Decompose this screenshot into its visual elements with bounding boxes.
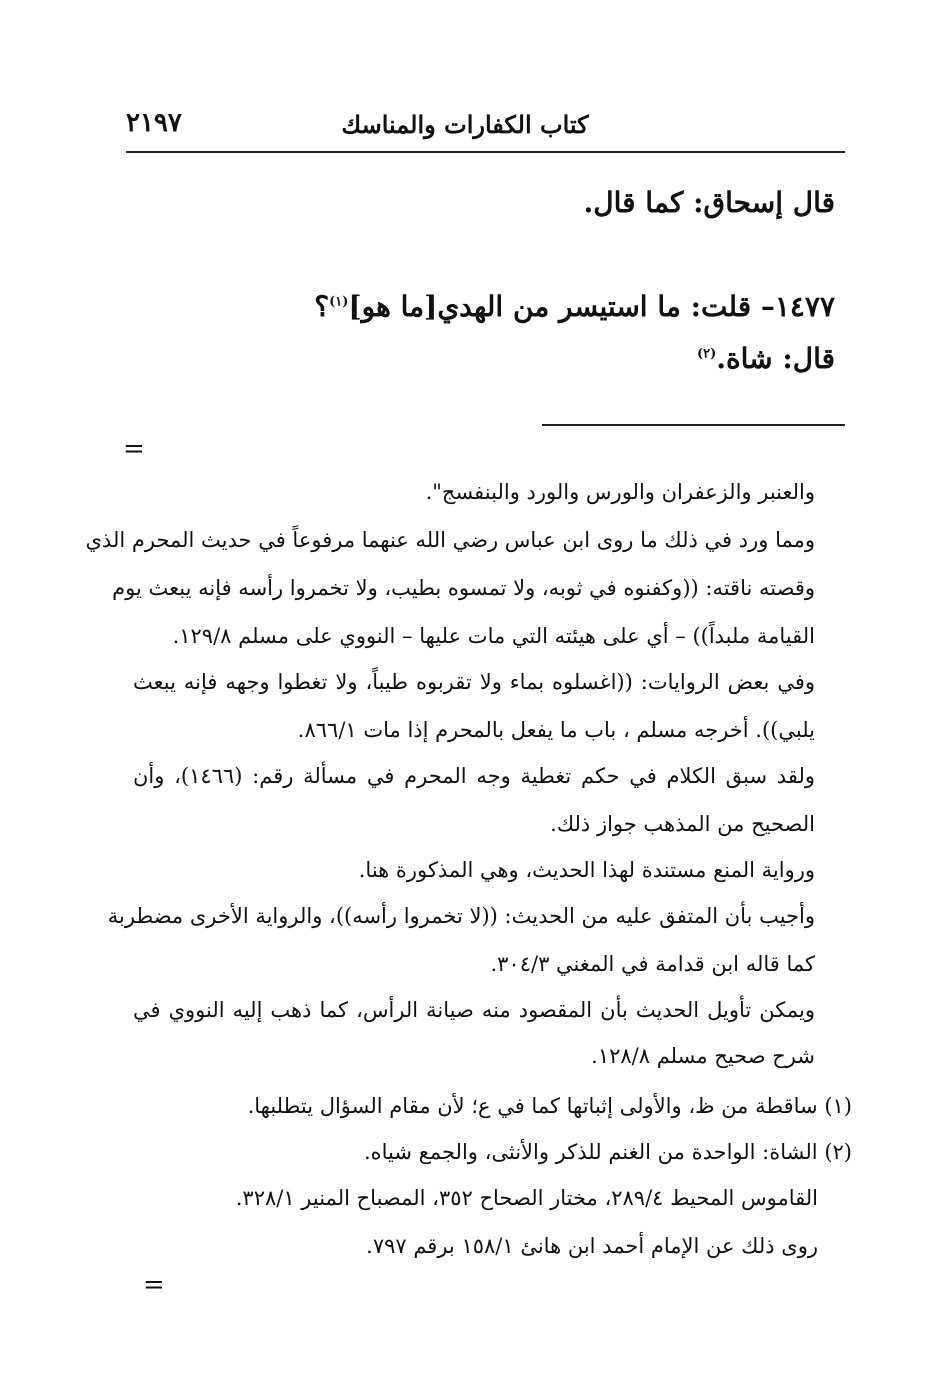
running-header-title: كتاب الكفارات والمناسك (341, 110, 589, 139)
footnote-1 (248, 1094, 852, 1118)
question-mark: ؟ (314, 290, 330, 323)
page-number: ٢١٩٧ (126, 108, 182, 138)
footnote-body-line: وفي بعض الروايات: ((اغسلوه بماء ولا تقربوه طيباً، ولا تغطوا وجهه فإنه يبعث (133, 670, 815, 694)
footnote-body-line: ورواية المنع مستندة لهذا الحديث، وهي المذكورة هنا. (358, 858, 815, 882)
footnote-continuation: روى ذلك عن الإمام أحمد ابن هانئ ١٥٨/١ برقم ٧٩٧. (366, 1234, 818, 1258)
footnote-ref: (٢) (696, 346, 717, 362)
question-line (314, 290, 835, 323)
footnote-separator (542, 424, 845, 426)
footnote-body-line: يلبي)). أخرجه مسلم ، باب ما يفعل بالمحرم إذا مات ٨٦٦/١. (297, 718, 815, 742)
continuation-mark: = (123, 434, 145, 464)
question-number: ١٤٧٧ (774, 290, 835, 323)
footnote-2 (364, 1140, 852, 1164)
answer-line (697, 342, 835, 375)
question-text: – قلت: ما استيسر من الهدي[ما هو] (348, 290, 775, 323)
footnote-text: الشاة: الواحدة من الغنم للذكر والأنثى، والجمع شياه. (363, 1140, 818, 1164)
footnote-body-line: كما قاله ابن قدامة في المغني ٣٠٤/٣. (490, 952, 815, 976)
footnote-marker: (١) (824, 1094, 852, 1118)
footnote-body-line: وقصته ناقته: ((وكفنوه في ثوبه، ولا تمسوه بطيب، ولا تخمروا رأسه فإنه يبعث يوم (112, 576, 815, 600)
header-rule (126, 151, 845, 153)
footnote-body-line: والعنبر والزعفران والورس والورد والبنفسج". (425, 480, 815, 504)
footnote-continuation: القاموس المحيط ٢٨٩/٤، مختار الصحاح ٣٥٢، المصباح المنير ٣٢٨/١. (235, 1186, 818, 1210)
continuation-mark: = (143, 1270, 165, 1300)
footnote-body-line: ومما ورد في ذلك ما روى ابن عباس رضي الله عنهما مرفوعاً في حديث المحرم الذي (85, 528, 815, 552)
footnote-body-line: وأجيب بأن المتفق عليه من الحديث: ((لا تخمروا رأسه))، والرواية الأخرى مضطربة (107, 904, 815, 928)
footnote-body-line: ويمكن تأويل الحديث بأن المقصود منه صيانة الرأس، كما ذهب إليه النووي في (133, 998, 815, 1022)
footnote-marker: (٢) (824, 1140, 852, 1164)
answer-text: قال: شاة. (716, 342, 835, 375)
footnote-body-line: الصحيح من المذهب جواز ذلك. (550, 812, 815, 836)
footnote-body-line: ولقد سبق الكلام في حكم تغطية وجه المحرم في مسألة رقم: (١٤٦٦)، وأن (133, 764, 815, 788)
footnote-body-line: شرح صحيح مسلم ١٢٨/٨. (591, 1044, 815, 1068)
footnote-ref: (١) (329, 294, 349, 310)
footnote-text: ساقطة من ظ، والأولى إثباتها كما في ع؛ لأن مقام السؤال يتطلبها. (247, 1094, 818, 1118)
footnote-body-line: القيامة ملبداً)) – أي على هيئته التي مات عليها – النووي على مسلم ١٢٩/٨. (172, 624, 815, 648)
text-line: قال إسحاق: كما قال. (583, 186, 835, 219)
